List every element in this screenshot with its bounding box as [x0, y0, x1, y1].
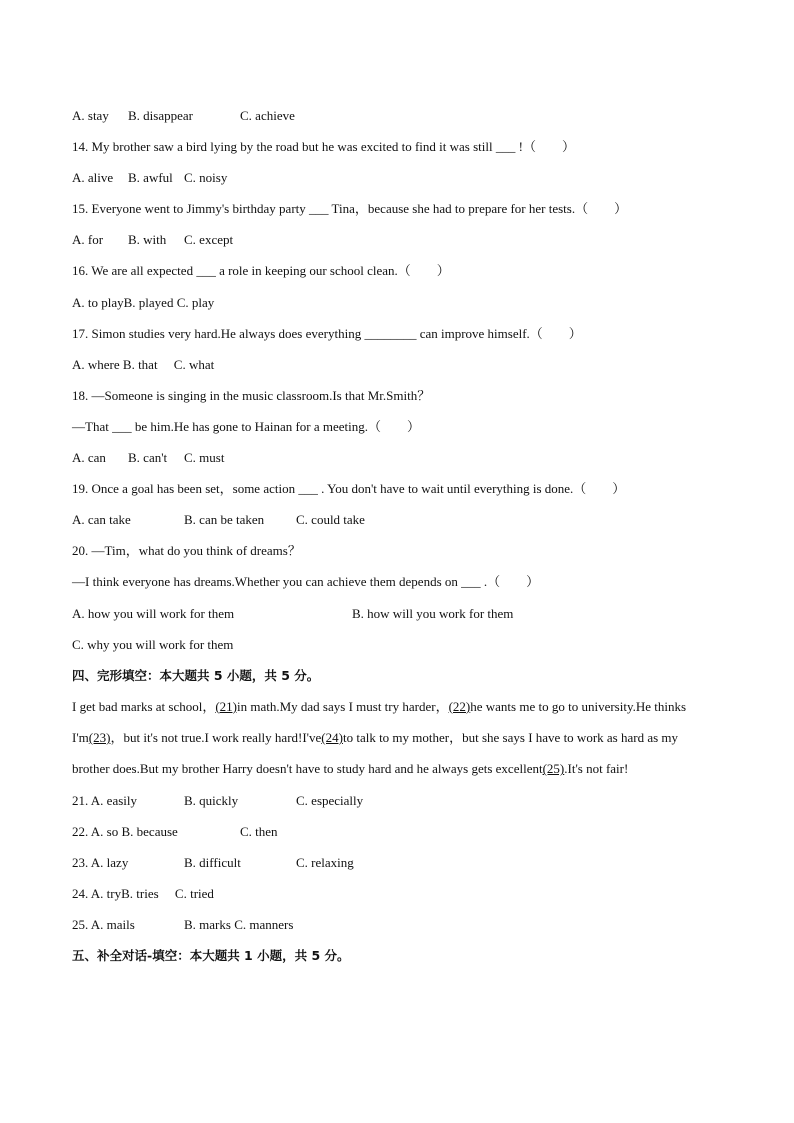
q17-options: A. where B. that C. what — [72, 356, 215, 372]
q18-option-b: B. can't — [128, 450, 168, 466]
q15-option-a: A. for — [72, 232, 104, 248]
q15-option-c: C. except — [184, 232, 234, 248]
blank-25: (25) — [542, 761, 565, 777]
q13-options — [72, 100, 722, 131]
q14-stem: 14. My brother saw a bird lying by the road but he was excited to find it was still ___ !（ ） — [72, 139, 575, 155]
q23-option-c: C. relaxing — [296, 854, 354, 870]
blank-21: (21) — [215, 698, 237, 714]
q23-options — [72, 847, 722, 878]
q19-option-a: A. can take — [72, 512, 131, 528]
q19-option-c: C. could take — [296, 512, 365, 528]
q15-options — [72, 224, 722, 255]
passage-text-3: he wants me to go to university.He thinks I'm — [72, 698, 687, 746]
q21-option-c: C. especially — [296, 792, 364, 808]
q18-option-a: A. can — [72, 450, 106, 466]
q20-reply: —I think everyone has dreams.Whether you can achieve them depends on ___ .（ ） — [72, 574, 540, 590]
q15-stem: 15. Everyone went to Jimmy's birthday party ___ Tina，because she had to prepare for her tests.（ ） — [72, 201, 628, 217]
q25-option-bc: B. marks C. manners — [184, 917, 294, 933]
q13-option-a: A. stay — [72, 108, 109, 123]
blank-22: (22) — [448, 698, 471, 714]
q13-option-b: B. disappear — [128, 108, 193, 123]
q18-options — [72, 442, 722, 473]
blank-23: (23) — [88, 730, 111, 746]
blank-24: (24) — [321, 730, 343, 746]
section-5-heading: 五、补全对话-填空：本大题共 1 小题，共 5 分。 — [72, 948, 350, 964]
q18-reply: —That ___ be him.He has gone to Hainan for a meeting.（ ） — [72, 418, 421, 434]
passage-text-1: I get bad marks at school， — [72, 698, 216, 714]
q22-options — [72, 816, 722, 847]
q21-option-b: B. quickly — [184, 792, 239, 808]
q18-option-c: C. must — [184, 450, 225, 466]
q14-options — [72, 162, 722, 193]
exam-page — [72, 100, 722, 971]
q20-option-c: C. why you will work for them — [72, 636, 234, 652]
q16-options: A. to playB. played C. play — [72, 294, 215, 310]
q25-options — [72, 909, 722, 940]
q18-stem: 18. —Someone is singing in the music classroom.Is that Mr.Smith？ — [72, 387, 431, 403]
q19-stem: 19. Once a goal has been set，some action ___ . You don't have to wait until everything is done.（ ） — [72, 481, 626, 497]
q21-option-a: 21. A. easily — [72, 792, 137, 808]
q13-option-c: C. achieve — [240, 108, 295, 123]
q20-option-b: B. how will you work for them — [352, 605, 514, 621]
q16-stem: 16. We are all expected ___ a role in keeping our school clean.（ ） — [72, 263, 450, 279]
q14-option-a: A. alive — [72, 170, 114, 186]
q19-option-b: B. can be taken — [184, 512, 265, 528]
q19-options — [72, 504, 722, 535]
q22-option-c: C. then — [240, 823, 278, 839]
q14-option-b: B. awful — [128, 170, 173, 186]
q23-option-a: 23. A. lazy — [72, 854, 129, 870]
q20-option-a: A. how you will work for them — [72, 605, 235, 621]
q22-option-ab: 22. A. so B. because — [72, 823, 178, 839]
passage-text-2: in math.My dad says I must try harder， — [237, 698, 449, 714]
q21-options — [72, 785, 722, 816]
passage-text-4: ，but it's not true.I work really hard!I've — [110, 730, 322, 746]
q20-stem: 20. —Tim，what do you think of dreams？ — [72, 543, 301, 559]
passage-text-6: .It's not fair! — [564, 761, 629, 777]
section-4-heading: 四、完形填空：本大题共 5 小题，共 5 分。 — [72, 667, 320, 683]
cloze-passage — [72, 691, 712, 785]
q23-option-b: B. difficult — [184, 854, 241, 870]
q24-options: 24. A. tryB. tries C. tried — [72, 885, 214, 901]
q15-option-b: B. with — [128, 232, 167, 248]
q17-stem: 17. Simon studies very hard.He always does everything ________ can improve himself.（ ） — [72, 325, 582, 341]
q25-option-a: 25. A. mails — [72, 917, 135, 933]
q20-options-ab — [72, 598, 722, 629]
q14-option-c: C. noisy — [184, 170, 228, 186]
passage-text-5: to talk to my mother，but she says I have to work as hard as my brother does.But my brother Harry doesn't have to study hard and he always gets excellent — [72, 730, 679, 777]
